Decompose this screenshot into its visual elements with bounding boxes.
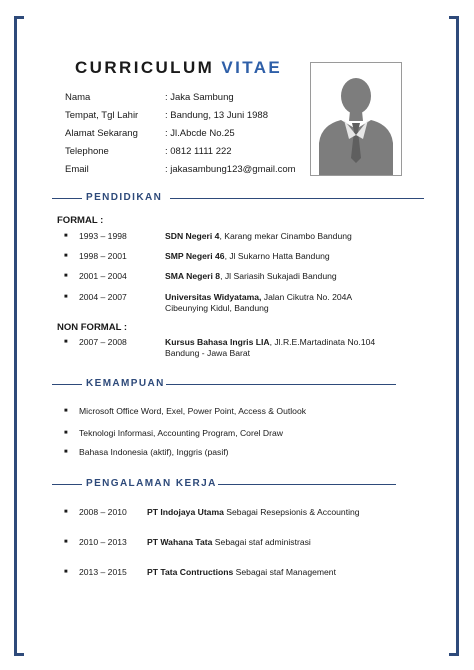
description bbox=[147, 507, 360, 517]
bullet-icon: ■ bbox=[64, 273, 68, 279]
school-detail: , Jl Sukarno Hatta Bandung bbox=[224, 251, 330, 261]
years: 2013 – 2015 bbox=[79, 567, 127, 577]
bullet-icon: ■ bbox=[64, 233, 68, 239]
course-name: Kursus Bahasa Ingris LIA bbox=[165, 337, 270, 347]
border-corner-bottom-left bbox=[14, 653, 24, 656]
description bbox=[165, 292, 352, 314]
school-detail: , Jl Sariasih Sukajadi Bandung bbox=[220, 271, 337, 281]
section-heading-education bbox=[52, 192, 424, 204]
years: 2010 – 2013 bbox=[79, 537, 127, 547]
bullet-icon: ■ bbox=[64, 569, 68, 575]
profile-photo bbox=[310, 62, 402, 176]
years: 1993 – 1998 bbox=[79, 231, 127, 241]
years: 2004 – 2007 bbox=[79, 292, 127, 302]
description bbox=[165, 337, 375, 359]
school-name: SMA Negeri 8 bbox=[165, 271, 221, 281]
person-silhouette-icon bbox=[311, 63, 401, 175]
bullet-icon: ■ bbox=[64, 408, 68, 414]
bullet-icon: ■ bbox=[64, 294, 68, 300]
border-corner-top-left bbox=[14, 16, 24, 19]
section-title: PENDIDIKAN bbox=[86, 192, 163, 203]
description bbox=[165, 251, 330, 262]
section-title: PENGALAMAN KERJA bbox=[86, 478, 217, 489]
info-value: : jakasambung123@gmail.com bbox=[165, 164, 296, 175]
job-role: Sebagai staf administrasi bbox=[212, 537, 311, 547]
section-title: KEMAMPUAN bbox=[86, 378, 165, 389]
page-title bbox=[75, 58, 282, 78]
school-name: Universitas Widyatama, bbox=[165, 292, 262, 302]
formal-label: FORMAL : bbox=[57, 215, 104, 226]
info-value: : 0812 1111 222 bbox=[165, 146, 232, 157]
school-detail: Jalan Cikutra No. 204A bbox=[261, 292, 353, 302]
border-corner-bottom-right bbox=[449, 653, 459, 656]
school-detail-line-2: Cibeunying Kidul, Bandung bbox=[165, 303, 269, 313]
nonformal-label: NON FORMAL : bbox=[57, 322, 128, 333]
years: 2007 – 2008 bbox=[79, 337, 127, 347]
bullet-icon: ■ bbox=[64, 509, 68, 515]
info-label: Email bbox=[65, 164, 89, 175]
heading-rule-right bbox=[166, 384, 396, 385]
description bbox=[165, 231, 352, 242]
school-name: SMP Negeri 46 bbox=[165, 251, 225, 261]
info-label: Alamat Sekarang bbox=[65, 128, 138, 139]
school-name: SDN Negeri 4 bbox=[165, 231, 220, 241]
job-role: Sebagai Resepsionis & Accounting bbox=[223, 507, 360, 517]
section-heading-experience bbox=[52, 478, 396, 490]
bullet-icon: ■ bbox=[64, 430, 68, 436]
info-label: Tempat, Tgl Lahir bbox=[65, 110, 139, 121]
job-role: Sebagai staf Management bbox=[233, 567, 336, 577]
title-part-2: VITAE bbox=[221, 58, 283, 77]
skill-text: Teknologi Informasi, Accounting Program, Corel Draw bbox=[79, 428, 283, 438]
heading-rule-left bbox=[52, 484, 82, 485]
description bbox=[165, 271, 337, 282]
course-detail: , Jl.R.E.Martadinata No.104 bbox=[269, 337, 376, 347]
bullet-icon: ■ bbox=[64, 253, 68, 259]
heading-rule-left bbox=[52, 198, 82, 199]
heading-rule-left bbox=[52, 384, 82, 385]
skill-text: Bahasa Indonesia (aktif), Inggris (pasif) bbox=[79, 447, 229, 457]
info-value: : Jaka Sambung bbox=[165, 92, 234, 103]
years: 1998 – 2001 bbox=[79, 251, 127, 261]
bullet-icon: ■ bbox=[64, 339, 68, 345]
course-detail-line-2: Bandung - Jawa Barat bbox=[165, 348, 251, 358]
skill-text: Microsoft Office Word, Exel, Power Point, Access & Outlook bbox=[79, 406, 307, 416]
description bbox=[147, 567, 336, 577]
info-label: Nama bbox=[65, 92, 91, 103]
border-corner-top-right bbox=[449, 16, 459, 19]
heading-rule-right bbox=[218, 484, 396, 485]
bullet-icon: ■ bbox=[64, 539, 68, 545]
years: 2008 – 2010 bbox=[79, 507, 127, 517]
company-name: PT Indojaya Utama bbox=[147, 507, 224, 517]
info-value: : Jl.Abcde No.25 bbox=[165, 128, 235, 139]
title-part-1: CURRICULUM bbox=[75, 58, 215, 77]
section-heading-skills bbox=[52, 378, 396, 390]
years: 2001 – 2004 bbox=[79, 271, 127, 281]
company-name: PT Tata Contructions bbox=[147, 567, 234, 577]
info-label: Telephone bbox=[65, 146, 109, 157]
heading-rule-right bbox=[170, 198, 424, 199]
bullet-icon: ■ bbox=[64, 449, 68, 455]
description bbox=[147, 537, 311, 547]
company-name: PT Wahana Tata bbox=[147, 537, 213, 547]
info-value: : Bandung, 13 Juni 1988 bbox=[165, 110, 269, 121]
school-detail: , Karang mekar Cinambo Bandung bbox=[219, 231, 352, 241]
